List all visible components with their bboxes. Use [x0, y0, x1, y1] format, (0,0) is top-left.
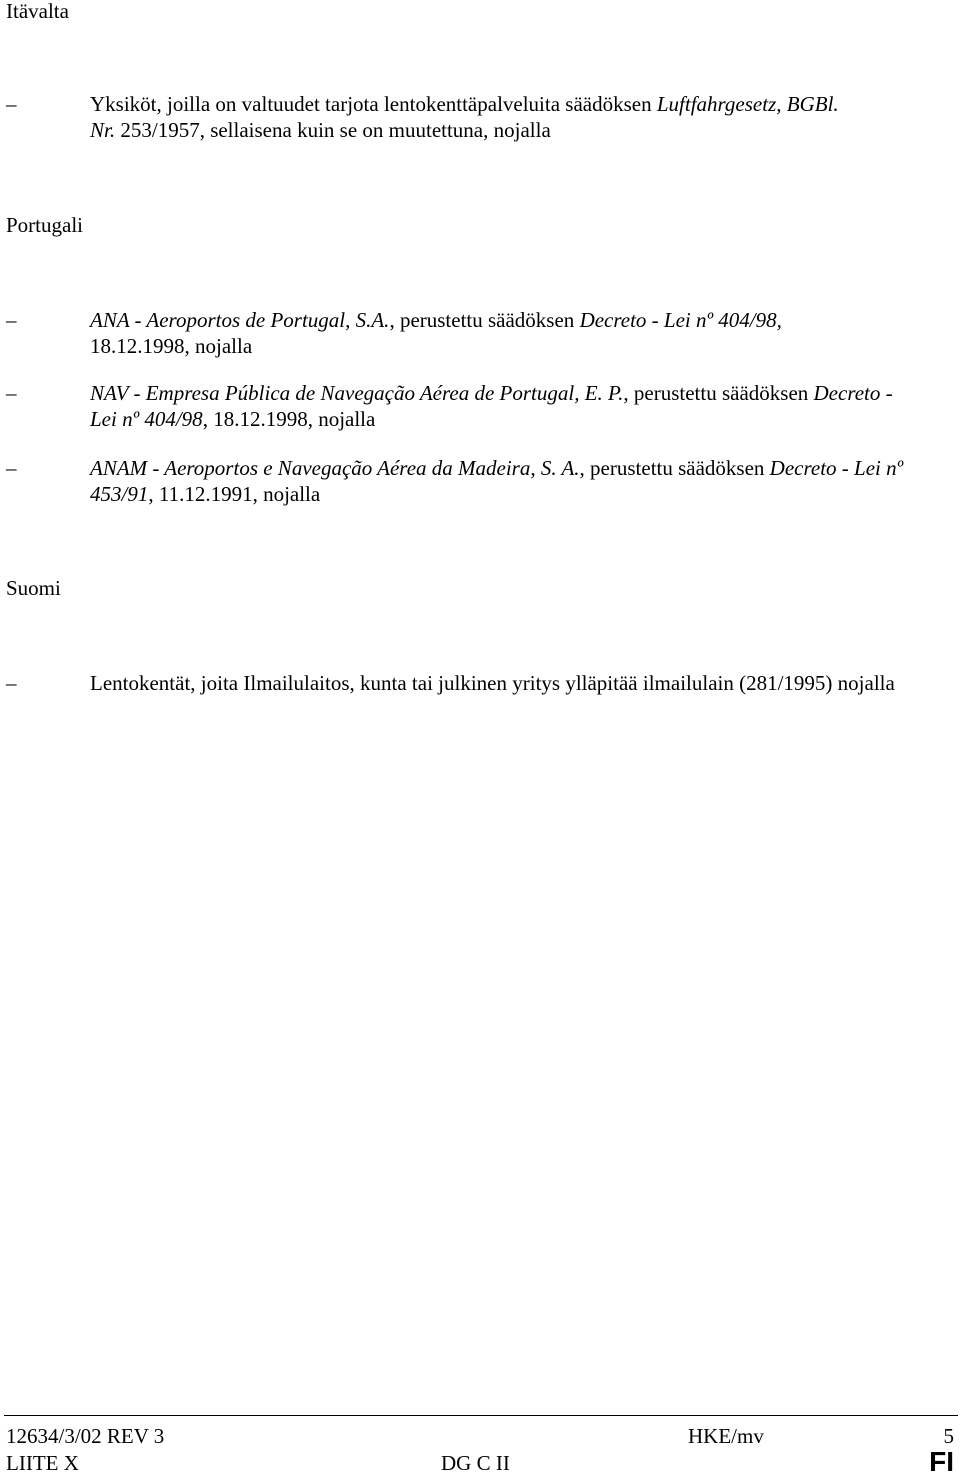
list-item-text: NAV - Empresa Pública de Navegação Aérea de Portugal, E. P., perustettu säädöksen Decreto - Lei nº 404/98, 18.12.1998, nojalla: [90, 381, 893, 431]
footer-page-number: 5: [943, 1424, 954, 1448]
dash-bullet: –: [6, 92, 17, 116]
footer-divider: [4, 1415, 958, 1416]
dash-bullet: –: [6, 308, 17, 332]
list-item-text: ANA - Aeroportos de Portugal, S.A., perustettu säädöksen Decreto - Lei nº 404/98, 18.12.1998, nojalla: [90, 308, 782, 358]
list-item-text: Yksiköt, joilla on valtuudet tarjota lentokenttäpalveluita säädöksen Luftfahrgesetz, BGBl. Nr. 253/1957, sellaisena kuin se on muutettuna, nojalla: [90, 92, 839, 142]
dash-bullet: –: [6, 381, 17, 405]
dash-bullet: –: [6, 456, 17, 480]
footer-reference: 12634/3/02 REV 3: [6, 1424, 165, 1448]
footer-directorate: DG C II: [441, 1451, 510, 1475]
footer-initials: HKE/mv: [688, 1424, 764, 1448]
list-item-text: Lentokentät, joita Ilmailulaitos, kunta tai julkinen yritys ylläpitää ilmailulain (281/1995) nojalla: [90, 671, 895, 695]
footer-language: FI: [929, 1446, 954, 1477]
list-item-text: ANAM - Aeroportos e Navegação Aérea da Madeira, S. A., perustettu säädöksen Decreto - Lei nº 453/91, 11.12.1991, nojalla: [90, 456, 904, 506]
section-heading-austria: Itävalta: [6, 0, 69, 23]
dash-bullet: –: [6, 671, 17, 695]
section-heading-finland: Suomi: [6, 576, 61, 600]
section-heading-portugal: Portugali: [6, 213, 83, 237]
footer-annex: LIITE X: [6, 1451, 79, 1475]
